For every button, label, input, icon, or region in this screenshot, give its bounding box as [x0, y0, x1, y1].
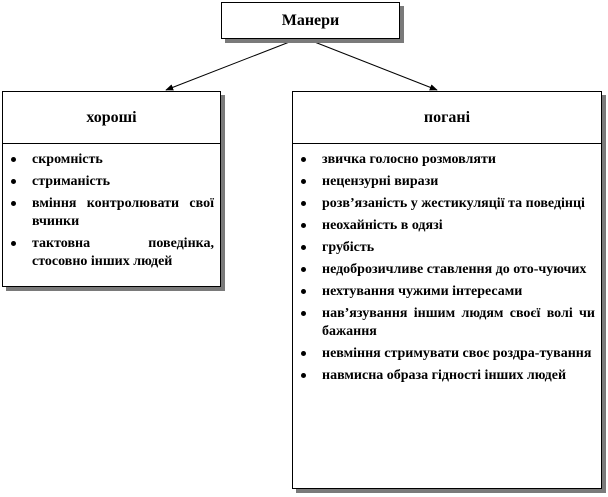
bad-manners-box — [292, 91, 602, 489]
good-manners-title: хороші — [86, 108, 137, 126]
list-item: нецензурні вирази — [299, 173, 595, 191]
good-manners-header — [3, 92, 220, 144]
bad-manners-title: погані — [423, 108, 471, 126]
arrow-to-good — [166, 41, 292, 90]
list-item: невміння стримувати своє роздра-тування — [299, 345, 595, 363]
good-manners-box — [2, 91, 221, 287]
list-item: навмисна образа гідності інших людей — [299, 367, 595, 385]
list-item: недоброзичливе ставлення до ото-чуючих — [299, 261, 595, 279]
good-manners-list — [3, 144, 220, 275]
bad-manners-header — [293, 92, 601, 144]
list-item: тактовна поведінка, стосовно інших людей — [9, 235, 214, 271]
list-item: нав’язування іншим людям своєї волі чи бажання — [299, 305, 595, 341]
list-item: скромність — [9, 151, 214, 169]
list-item: стриманість — [9, 173, 214, 191]
list-item: розв’язаність у жестикуляції та поведінці — [299, 195, 595, 213]
root-node-label: Манери — [281, 11, 340, 29]
root-node-box — [221, 2, 400, 39]
bad-manners-list — [293, 144, 601, 389]
list-item: неохайність в одязі — [299, 217, 595, 235]
list-item: нехтування чужими інтересами — [299, 283, 595, 301]
arrow-to-bad — [312, 41, 437, 90]
list-item: грубість — [299, 239, 595, 257]
list-item: вміння контролювати свої вчинки — [9, 195, 214, 231]
list-item: звичка голосно розмовляти — [299, 151, 595, 169]
